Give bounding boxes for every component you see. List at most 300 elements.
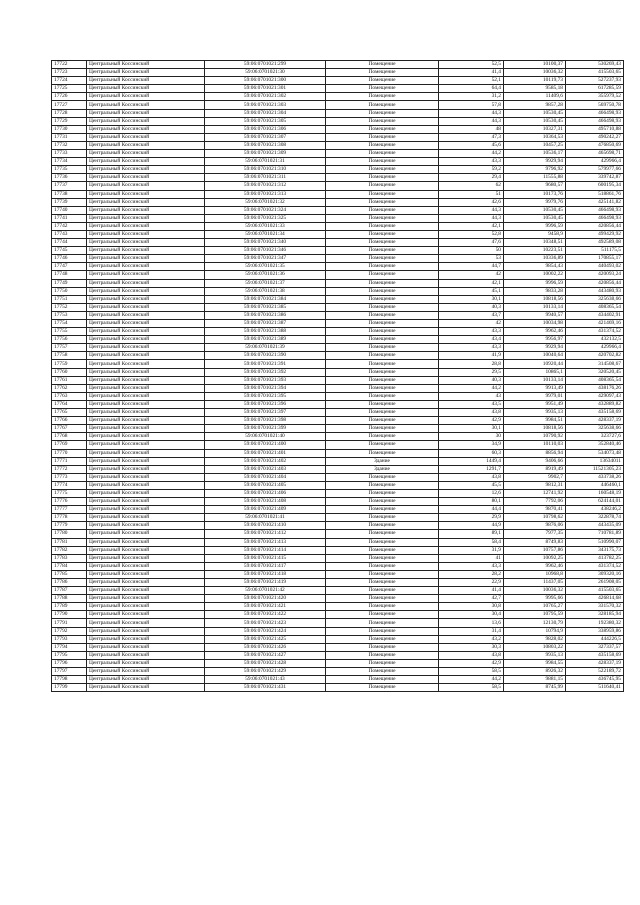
- cadastral-value-cell: 421469,16: [566, 320, 624, 328]
- area-sqm-cell: 43,3: [439, 344, 504, 352]
- row-number-cell: 17724: [52, 77, 87, 85]
- cadastral-value-cell: 490242,27: [566, 133, 624, 141]
- area-sqm-cell: 42,7: [439, 595, 504, 603]
- unit-value-cell: 9996,59: [504, 222, 566, 230]
- area-sqm-cell: 44,3: [439, 109, 504, 117]
- cadastral-area-cell: Центральный Коссинский: [87, 117, 205, 125]
- unit-value-cell: 9881,15: [504, 676, 566, 684]
- object-type-cell: Здание: [326, 457, 439, 465]
- object-type-cell: Помещение: [326, 579, 439, 587]
- row-number-cell: 17728: [52, 109, 87, 117]
- cadastral-area-cell: Центральный Коссинский: [87, 498, 205, 506]
- unit-value-cell: 9935,13: [504, 651, 566, 659]
- unit-value-cell: 9857,28: [504, 101, 566, 109]
- area-sqm-cell: 28,8: [439, 360, 504, 368]
- object-type-cell: Помещение: [326, 198, 439, 206]
- unit-value-cell: 10119,73: [504, 77, 566, 85]
- cadastral-number-cell: 59:06:0701021:324: [205, 206, 326, 214]
- area-sqm-cell: 31,2: [439, 93, 504, 101]
- cadastral-area-cell: Центральный Коссинский: [87, 538, 205, 546]
- cadastral-value-cell: 434402,91: [566, 311, 624, 319]
- object-type-cell: Помещение: [326, 514, 439, 522]
- cadastral-value-cell: 617285,59: [566, 85, 624, 93]
- area-sqm-cell: 43,8: [439, 409, 504, 417]
- cadastral-number-cell: 59:06:0701021:310: [205, 166, 326, 174]
- unit-value-cell: 9956,97: [504, 336, 566, 344]
- area-sqm-cell: 50: [439, 247, 504, 255]
- row-number-cell: 17744: [52, 239, 87, 247]
- area-sqm-cell: 43,3: [439, 328, 504, 336]
- table-row: [52, 425, 624, 433]
- area-sqm-cell: 45,5: [439, 481, 504, 489]
- cadastral-area-cell: Центральный Коссинский: [87, 279, 205, 287]
- area-sqm-cell: 47,6: [439, 239, 504, 247]
- table-row: [52, 344, 624, 352]
- cadastral-area-cell: Центральный Коссинский: [87, 514, 205, 522]
- unit-value-cell: 9929,94: [504, 158, 566, 166]
- cadastral-area-cell: Центральный Коссинский: [87, 239, 205, 247]
- object-type-cell: Помещение: [326, 360, 439, 368]
- cadastral-value-cell: 415503,65: [566, 587, 624, 595]
- row-number-cell: 17754: [52, 320, 87, 328]
- object-type-cell: Помещение: [326, 400, 439, 408]
- cadastral-number-cell: 59:06:0701021:385: [205, 303, 326, 311]
- row-number-cell: 17745: [52, 247, 87, 255]
- cadastral-number-cell: 59:06:0701021:427: [205, 651, 326, 659]
- table-row: [52, 150, 624, 158]
- unit-value-cell: 8749,83: [504, 538, 566, 546]
- unit-value-cell: 9995,66: [504, 595, 566, 603]
- cadastral-area-cell: Центральный Коссинский: [87, 676, 205, 684]
- cadastral-number-cell: 59:06:0701021:425: [205, 635, 326, 643]
- cadastral-area-cell: Центральный Коссинский: [87, 659, 205, 667]
- table-row: [52, 465, 624, 473]
- unit-value-cell: 9940,57: [504, 311, 566, 319]
- cadastral-value-cell: 499429,92: [566, 230, 624, 238]
- object-type-cell: Здание: [326, 465, 439, 473]
- row-number-cell: 17773: [52, 473, 87, 481]
- cadastral-number-cell: 59:06:0701021:403: [205, 465, 326, 473]
- table-row: [52, 214, 624, 222]
- table-row: [52, 611, 624, 619]
- area-sqm-cell: 41: [439, 554, 504, 562]
- row-number-cell: 17779: [52, 522, 87, 530]
- cadastral-number-cell: 59:06:0701021:311: [205, 174, 326, 182]
- cadastral-value-cell: 160548,19: [566, 489, 624, 497]
- table-row: [52, 457, 624, 465]
- cadastral-area-cell: Центральный Коссинский: [87, 109, 205, 117]
- unit-value-cell: 10100,37: [504, 61, 566, 69]
- unit-value-cell: 10794,9: [504, 627, 566, 635]
- area-sqm-cell: 57,8: [439, 101, 504, 109]
- cadastral-area-cell: Центральный Коссинский: [87, 595, 205, 603]
- cadastral-number-cell: 59:06:0701021:422: [205, 611, 326, 619]
- object-type-cell: Помещение: [326, 651, 439, 659]
- object-type-cell: Помещение: [326, 61, 439, 69]
- table-row: [52, 441, 624, 449]
- table-row: [52, 320, 624, 328]
- area-sqm-cell: 12,6: [439, 489, 504, 497]
- cadastral-number-cell: 59:06:0701021:398: [205, 417, 326, 425]
- cadastral-value-cell: 495710,88: [566, 125, 624, 133]
- cadastral-value-cell: 466498,93: [566, 206, 624, 214]
- row-number-cell: 17739: [52, 198, 87, 206]
- unit-value-cell: 9996,59: [504, 279, 566, 287]
- cadastral-number-cell: 59:06:0701021:386: [205, 311, 326, 319]
- cadastral-value-cell: 331570,32: [566, 603, 624, 611]
- area-sqm-cell: 43,8: [439, 651, 504, 659]
- unit-value-cell: 10803,22: [504, 643, 566, 651]
- cadastral-number-cell: 59:06:0701021:408: [205, 498, 326, 506]
- table-row: [52, 247, 624, 255]
- row-number-cell: 17799: [52, 684, 87, 692]
- row-number-cell: 17749: [52, 279, 87, 287]
- object-type-cell: Помещение: [326, 449, 439, 457]
- cadastral-value-cell: 438176,26: [566, 384, 624, 392]
- cadastral-number-cell: 59:06:0701021:306: [205, 125, 326, 133]
- area-sqm-cell: 43,4: [439, 336, 504, 344]
- area-sqm-cell: 43,7: [439, 311, 504, 319]
- cadastral-number-cell: 59:06:0701021:390: [205, 352, 326, 360]
- cadastral-value-cell: 440493,02: [566, 263, 624, 271]
- area-sqm-cell: 42,9: [439, 659, 504, 667]
- table-row: [52, 287, 624, 295]
- row-number-cell: 17789: [52, 603, 87, 611]
- unit-value-cell: 10530,45: [504, 117, 566, 125]
- table-row: [52, 360, 624, 368]
- cadastral-number-cell: 59:06:0701021:391: [205, 360, 326, 368]
- table-row: [52, 61, 624, 69]
- cadastral-number-cell: 59:06:0701021:431: [205, 684, 326, 692]
- cadastral-area-cell: Центральный Коссинский: [87, 368, 205, 376]
- object-type-cell: Помещение: [326, 481, 439, 489]
- table-row: [52, 271, 624, 279]
- cadastral-area-cell: Центральный Коссинский: [87, 255, 205, 263]
- area-sqm-cell: 58,5: [439, 668, 504, 676]
- row-number-cell: 17750: [52, 287, 87, 295]
- table-row: [52, 384, 624, 392]
- unit-value-cell: 7977,35: [504, 530, 566, 538]
- cadastral-number-cell: 59:06:0701021:389: [205, 336, 326, 344]
- cadastral-number-cell: 59:06:0701021:415: [205, 554, 326, 562]
- cadastral-number-cell: 59:06:0701021:387: [205, 320, 326, 328]
- table-row: [52, 409, 624, 417]
- row-number-cell: 17767: [52, 425, 87, 433]
- table-row: [52, 570, 624, 578]
- cadastral-value-cell: 624144,01: [566, 498, 624, 506]
- cadastral-area-cell: Центральный Коссинский: [87, 206, 205, 214]
- table-body: [52, 61, 624, 692]
- unit-value-cell: 9984,51: [504, 417, 566, 425]
- object-type-cell: Помещение: [326, 562, 439, 570]
- table-row: [52, 368, 624, 376]
- object-type-cell: Помещение: [326, 214, 439, 222]
- cadastral-area-cell: Центральный Коссинский: [87, 465, 205, 473]
- cadastral-area-cell: Центральный Коссинский: [87, 174, 205, 182]
- cadastral-number-cell: 59:06:0701021:396: [205, 400, 326, 408]
- cadastral-value-cell: 428337,19: [566, 659, 624, 667]
- cadastral-value-cell: 522189,72: [566, 668, 624, 676]
- unit-value-cell: 12130,79: [504, 619, 566, 627]
- cadastral-number-cell: 59:06:0701021:39: [205, 344, 326, 352]
- table-row: [52, 635, 624, 643]
- object-type-cell: Помещение: [326, 498, 439, 506]
- area-sqm-cell: 52,8: [439, 230, 504, 238]
- table-row: [52, 336, 624, 344]
- object-type-cell: Помещение: [326, 546, 439, 554]
- object-type-cell: Помещение: [326, 255, 439, 263]
- row-number-cell: 17733: [52, 150, 87, 158]
- table-row: [52, 190, 624, 198]
- table-row: [52, 627, 624, 635]
- object-type-cell: Помещение: [326, 174, 439, 182]
- row-number-cell: 17769: [52, 441, 87, 449]
- unit-value-cell: 8919,49: [504, 465, 566, 473]
- object-type-cell: Помещение: [326, 489, 439, 497]
- row-number-cell: 17782: [52, 546, 87, 554]
- table-row: [52, 376, 624, 384]
- cadastral-value-cell: 435158,69: [566, 409, 624, 417]
- row-number-cell: 17731: [52, 133, 87, 141]
- cadastral-area-cell: Центральный Коссинский: [87, 311, 205, 319]
- cadastral-value-cell: 408365,54: [566, 303, 624, 311]
- row-number-cell: 17777: [52, 506, 87, 514]
- unit-value-cell: 9406,66: [504, 457, 566, 465]
- area-sqm-cell: 22,9: [439, 579, 504, 587]
- cadastral-number-cell: 59:06:0701021:393: [205, 376, 326, 384]
- unit-value-cell: 10757,86: [504, 546, 566, 554]
- unit-value-cell: 9585,18: [504, 85, 566, 93]
- row-number-cell: 17759: [52, 360, 87, 368]
- cadastral-number-cell: 59:06:0701021:325: [205, 214, 326, 222]
- cadastral-area-cell: Центральный Коссинский: [87, 69, 205, 77]
- area-sqm-cell: 31,4: [439, 627, 504, 635]
- object-type-cell: Помещение: [326, 425, 439, 433]
- table-row: [52, 69, 624, 77]
- object-type-cell: Помещение: [326, 150, 439, 158]
- table-row: [52, 206, 624, 214]
- cadastral-area-cell: Центральный Коссинский: [87, 400, 205, 408]
- cadastral-number-cell: 59:06:0701021:417: [205, 562, 326, 570]
- unit-value-cell: 10223,51: [504, 247, 566, 255]
- row-number-cell: 17741: [52, 214, 87, 222]
- area-sqm-cell: 30,1: [439, 425, 504, 433]
- row-number-cell: 17761: [52, 376, 87, 384]
- unit-value-cell: 9935,13: [504, 409, 566, 417]
- unit-value-cell: 10133,14: [504, 303, 566, 311]
- area-sqm-cell: 41,4: [439, 587, 504, 595]
- area-sqm-cell: 29,4: [439, 174, 504, 182]
- area-sqm-cell: 30,4: [439, 611, 504, 619]
- cadastral-value-cell: 446460,1: [566, 481, 624, 489]
- row-number-cell: 17780: [52, 530, 87, 538]
- cadastral-value-cell: 710781,89: [566, 530, 624, 538]
- object-type-cell: Помещение: [326, 279, 439, 287]
- cadastral-value-cell: 466498,93: [566, 214, 624, 222]
- cadastral-number-cell: 59:06:0701021:384: [205, 295, 326, 303]
- unit-value-cell: 9833,28: [504, 287, 566, 295]
- unit-value-cell: 10002,22: [504, 271, 566, 279]
- table-row: [52, 239, 624, 247]
- cadastral-area-cell: Центральный Коссинский: [87, 287, 205, 295]
- cadastral-number-cell: 59:06:0701021:308: [205, 141, 326, 149]
- area-sqm-cell: 44,4: [439, 506, 504, 514]
- row-number-cell: 17738: [52, 190, 87, 198]
- table-row: [52, 77, 624, 85]
- cadastral-number-cell: 59:06:0701021:300: [205, 77, 326, 85]
- cadastral-value-cell: 518861,76: [566, 190, 624, 198]
- cadastral-area-cell: Центральный Коссинский: [87, 425, 205, 433]
- table-row: [52, 587, 624, 595]
- cadastral-value-cell: 420856,44: [566, 222, 624, 230]
- area-sqm-cell: 43,3: [439, 562, 504, 570]
- unit-value-cell: 12741,92: [504, 489, 566, 497]
- row-number-cell: 17725: [52, 85, 87, 93]
- unit-value-cell: 10364,53: [504, 133, 566, 141]
- unit-value-cell: 9979,01: [504, 392, 566, 400]
- unit-value-cell: 9951,49: [504, 400, 566, 408]
- cadastral-area-cell: Центральный Коссинский: [87, 684, 205, 692]
- area-sqm-cell: 44,7: [439, 263, 504, 271]
- unit-value-cell: 10530,45: [504, 206, 566, 214]
- table-row: [52, 392, 624, 400]
- object-type-cell: Помещение: [326, 222, 439, 230]
- cadastral-value-cell: 476850,69: [566, 141, 624, 149]
- unit-value-cell: 8745,99: [504, 684, 566, 692]
- cadastral-area-cell: Центральный Коссинский: [87, 635, 205, 643]
- cadastral-value-cell: 569750,78: [566, 101, 624, 109]
- table-row: [52, 684, 624, 692]
- cadastral-value-cell: 352840,46: [566, 441, 624, 449]
- object-type-cell: Помещение: [326, 158, 439, 166]
- cadastral-number-cell: 59:06:0701021:400: [205, 441, 326, 449]
- cadastral-number-cell: 59:06:0701021:35: [205, 263, 326, 271]
- object-type-cell: Помещение: [326, 247, 439, 255]
- cadastral-number-cell: 59:06:0701021:419: [205, 579, 326, 587]
- unit-value-cell: 10795,59: [504, 611, 566, 619]
- unit-value-cell: 9870,41: [504, 506, 566, 514]
- area-sqm-cell: 42: [439, 271, 504, 279]
- cadastral-area-cell: Центральный Коссинский: [87, 546, 205, 554]
- cadastral-area-cell: Центральный Коссинский: [87, 449, 205, 457]
- cadastral-number-cell: 59:06:0701021:421: [205, 603, 326, 611]
- area-sqm-cell: 13,6: [439, 619, 504, 627]
- row-number-cell: 17730: [52, 125, 87, 133]
- area-sqm-cell: 30: [439, 433, 504, 441]
- cadastral-value-cell: 425141,82: [566, 198, 624, 206]
- area-sqm-cell: 44,2: [439, 150, 504, 158]
- cadastral-number-cell: 59:06:0701021:302: [205, 93, 326, 101]
- area-sqm-cell: 48: [439, 125, 504, 133]
- cadastral-number-cell: 59:06:0701021:424: [205, 627, 326, 635]
- area-sqm-cell: 52,5: [439, 61, 504, 69]
- object-type-cell: Помещение: [326, 77, 439, 85]
- cadastral-area-cell: Центральный Коссинский: [87, 409, 205, 417]
- area-sqm-cell: 41,9: [439, 352, 504, 360]
- unit-value-cell: 9984,55: [504, 659, 566, 667]
- object-type-cell: Помещение: [326, 676, 439, 684]
- row-number-cell: 17762: [52, 384, 87, 392]
- cadastral-area-cell: Центральный Коссинский: [87, 133, 205, 141]
- area-sqm-cell: 43,8: [439, 473, 504, 481]
- object-type-cell: Помещение: [326, 117, 439, 125]
- table-row: [52, 141, 624, 149]
- object-type-cell: Помещение: [326, 603, 439, 611]
- row-number-cell: 17736: [52, 174, 87, 182]
- row-number-cell: 17748: [52, 271, 87, 279]
- object-type-cell: Помещение: [326, 619, 439, 627]
- cadastral-value-cell: 309320,16: [566, 570, 624, 578]
- table-row: [52, 659, 624, 667]
- row-number-cell: 17783: [52, 554, 87, 562]
- unit-value-cell: 10968,8: [504, 570, 566, 578]
- object-type-cell: Помещение: [326, 320, 439, 328]
- area-sqm-cell: 45,6: [439, 141, 504, 149]
- cadastral-value-cell: 13634011: [566, 457, 624, 465]
- row-number-cell: 17794: [52, 643, 87, 651]
- area-sqm-cell: 43,3: [439, 158, 504, 166]
- cadastral-area-cell: Центральный Коссинский: [87, 222, 205, 230]
- cadastral-number-cell: 59:06:0701021:402: [205, 457, 326, 465]
- cadastral-area-cell: Центральный Коссинский: [87, 158, 205, 166]
- cadastral-number-cell: 59:06:0701021:305: [205, 117, 326, 125]
- row-number-cell: 17735: [52, 166, 87, 174]
- cadastral-number-cell: 59:06:0701021:36: [205, 271, 326, 279]
- cadastral-area-cell: Центральный Коссинский: [87, 61, 205, 69]
- row-number-cell: 17753: [52, 311, 87, 319]
- cadastral-value-cell: 192380,32: [566, 619, 624, 627]
- area-sqm-cell: 29,5: [439, 368, 504, 376]
- cadastral-value-cell: 579977,66: [566, 166, 624, 174]
- cadastral-value-cell: 322878,74: [566, 514, 624, 522]
- table-row: [52, 174, 624, 182]
- cadastral-value-cell: 11521305,23: [566, 465, 624, 473]
- cadastral-area-cell: Центральный Коссинский: [87, 417, 205, 425]
- object-type-cell: Помещение: [326, 643, 439, 651]
- cadastral-area-cell: Центральный Коссинский: [87, 125, 205, 133]
- cadastral-value-cell: 314508,67: [566, 360, 624, 368]
- unit-value-cell: 10530,45: [504, 109, 566, 117]
- table-row: [52, 522, 624, 530]
- cadastral-value-cell: 323727,6: [566, 433, 624, 441]
- table-row: [52, 279, 624, 287]
- unit-value-cell: 10457,25: [504, 141, 566, 149]
- cadastral-area-cell: Центральный Коссинский: [87, 352, 205, 360]
- cadastral-area-cell: Центральный Коссинский: [87, 93, 205, 101]
- cadastral-number-cell: 59:06:0701021:410: [205, 522, 326, 530]
- table-row: [52, 311, 624, 319]
- area-sqm-cell: 51: [439, 190, 504, 198]
- object-type-cell: Помещение: [326, 611, 439, 619]
- cadastral-area-cell: Центральный Коссинский: [87, 190, 205, 198]
- unit-value-cell: 9979,76: [504, 198, 566, 206]
- object-type-cell: Помещение: [326, 336, 439, 344]
- cadastral-value-cell: 420093,24: [566, 271, 624, 279]
- object-type-cell: Помещение: [326, 441, 439, 449]
- object-type-cell: Помещение: [326, 303, 439, 311]
- area-sqm-cell: 44,3: [439, 117, 504, 125]
- unit-value-cell: 9876,06: [504, 522, 566, 530]
- row-number-cell: 17798: [52, 676, 87, 684]
- cadastral-number-cell: 59:06:0701021:43: [205, 676, 326, 684]
- unit-value-cell: 10092,25: [504, 554, 566, 562]
- object-type-cell: Помещение: [326, 133, 439, 141]
- cadastral-number-cell: 59:06:0701021:413: [205, 538, 326, 546]
- area-sqm-cell: 58,5: [439, 684, 504, 692]
- area-sqm-cell: 58,4: [439, 538, 504, 546]
- area-sqm-cell: 44,3: [439, 206, 504, 214]
- cadastral-number-cell: 59:06:0701021:346: [205, 247, 326, 255]
